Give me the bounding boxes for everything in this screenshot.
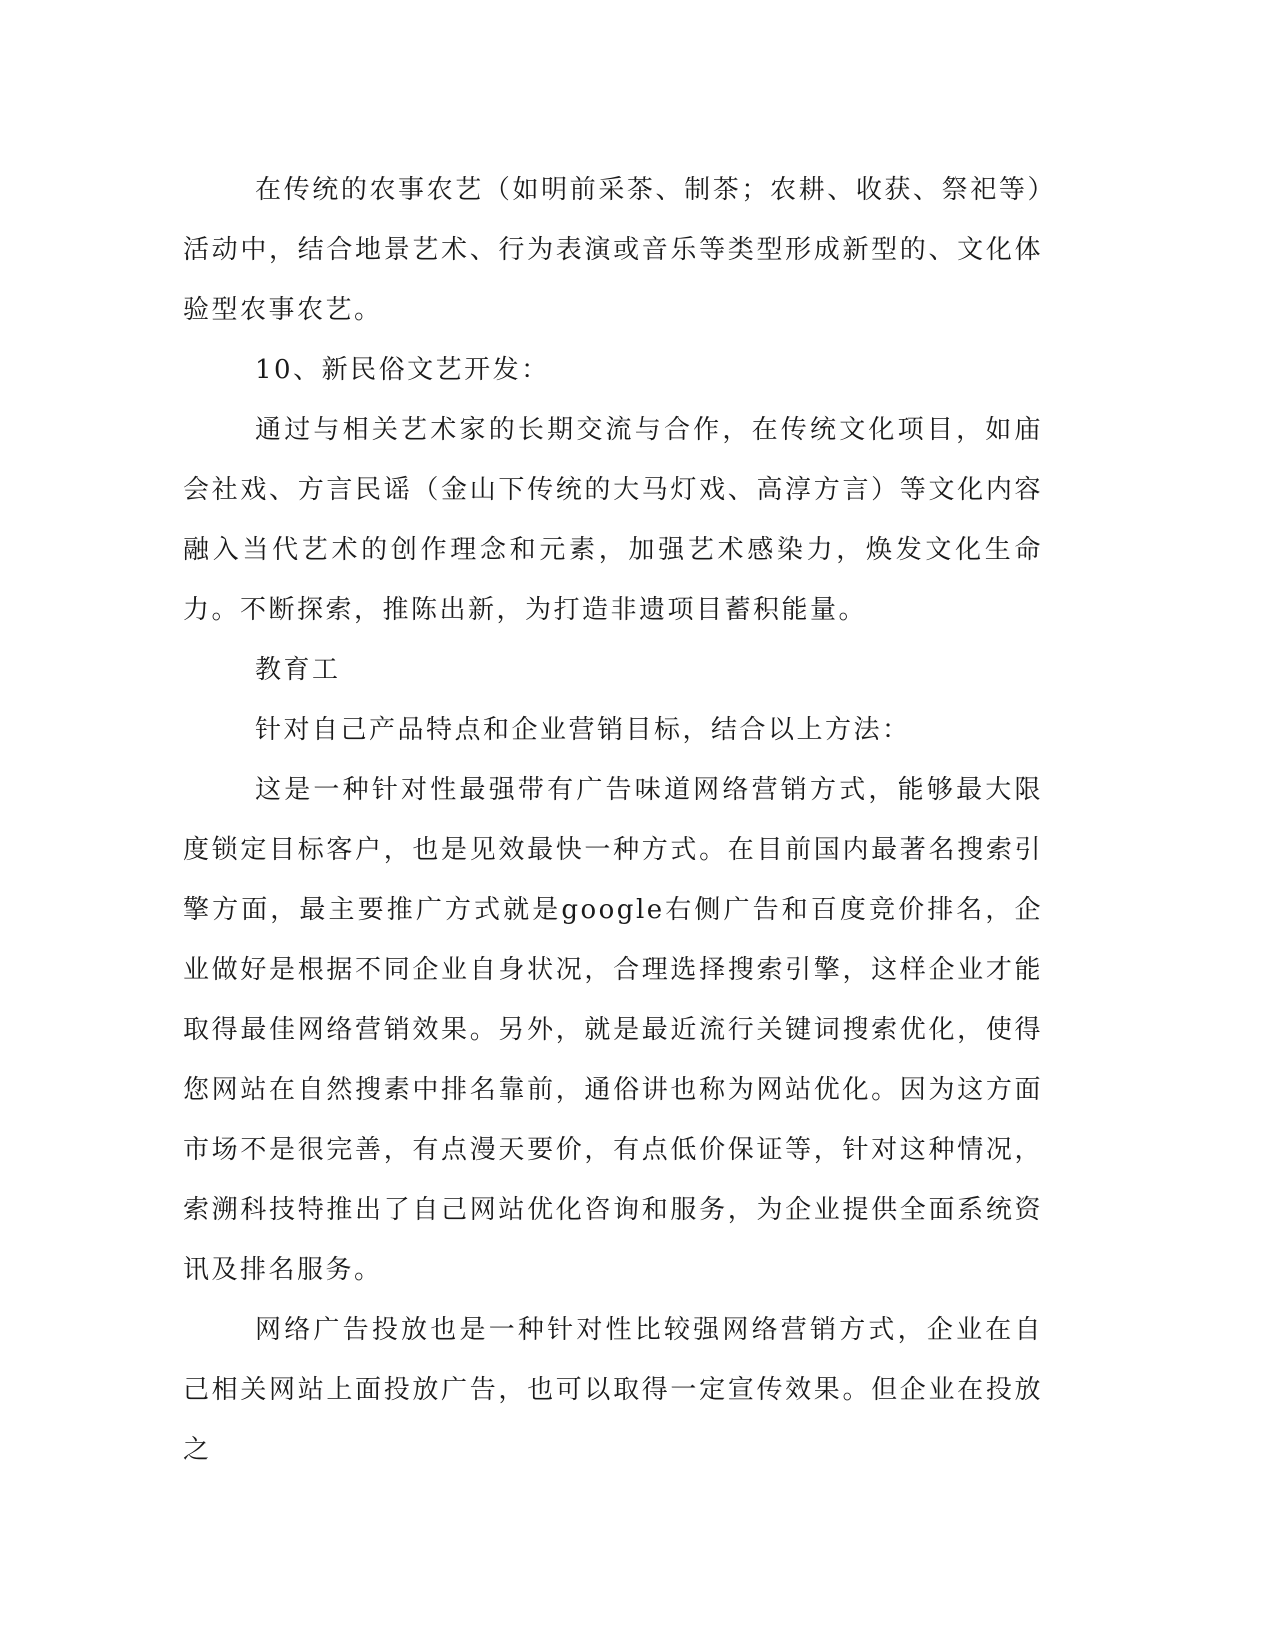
paragraph-search-engine-marketing: 这是一种针对性最强带有广告味道网络营销方式，能够最大限度锁定目标客户，也是见效最快一种方式。在目前国内最著名搜索引擎方面，最主要推广方式就是google右侧广告和百度竞价排名，企业做好是根据不同企业自身状况，合理选择搜索引擎，这样企业才能取得最佳网络营销效果。另外，就是最近流行关键词搜索优化，使得您网站在自然搜素中排名靠前，通俗讲也称为网站优化。因为这方面市场不是很完善，有点漫天要价，有点低价保证等，针对这种情况，索溯科技特推出了自己网站优化咨询和服务，为企业提供全面系统资讯及排名服务。 [183,775,1043,1285]
paragraph-artist-collaboration: 通过与相关艺术家的长期交流与合作，在传统文化项目，如庙会社戏、方言民谣（金山下传统的大马灯戏、高淳方言）等文化内容融入当代艺术的创作理念和元素，加强艺术感染力，焕发文化生命力。不断探索，推陈出新，为打造非遗项目蓄积能量。 [183,415,1043,625]
section-heading-folk-art: 10、新民俗文艺开发： [255,355,550,385]
paragraph-farming-activities: 在传统的农事农艺（如明前采茶、制茶；农耕、收获、祭祀等）活动中，结合地景艺术、行为表演或音乐等类型形成新型的、文化体验型农事农艺。 [183,175,1043,325]
section-heading-education: 教育工 [255,655,341,685]
paragraph-marketing-goals: 针对自己产品特点和企业营销目标，结合以上方法： [255,715,911,745]
paragraph-online-advertising: 网络广告投放也是一种针对性比较强网络营销方式，企业在自己相关网站上面投放广告，也可以取得一定宣传效果。但企业在投放之 [183,1315,1043,1465]
document-body [183,160,1043,1480]
